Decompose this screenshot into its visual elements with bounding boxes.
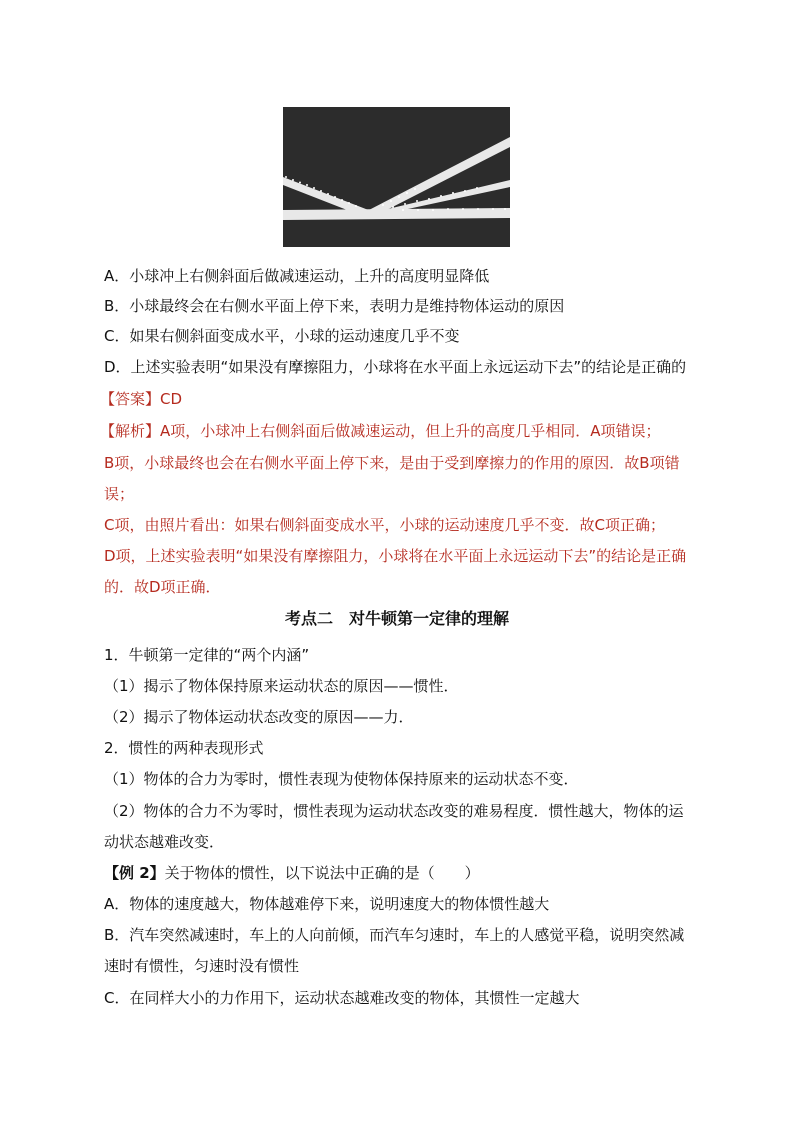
option-a: A．小球冲上右侧斜面后做减速运动，上升的高度明显降低 bbox=[104, 267, 490, 285]
body-line-6: （2）物体的合力不为零时，惯性表现为运动状态改变的难易程度．惯性越大，物体的运 bbox=[104, 802, 684, 820]
option-c: C．如果右侧斜面变成水平，小球的运动速度几乎不变 bbox=[104, 327, 460, 345]
body-line-1: 1．牛顿第一定律的“两个内涵” bbox=[104, 646, 310, 664]
analysis-line-6: 的．故D项正确． bbox=[104, 578, 221, 596]
analysis-line-5: D项，上述实验表明“如果没有摩擦阻力，小球将在水平面上永远运动下去”的结论是正确 bbox=[104, 547, 687, 565]
analysis-label: 【解析】 bbox=[100, 422, 161, 440]
example-stem-line bbox=[104, 863, 794, 883]
analysis-line-2: B项，小球最终也会在右侧水平面上停下来，是由于受到摩擦力的作用的原因．故B项错 bbox=[104, 454, 680, 472]
body-line-3: （2）揭示了物体运动状态改变的原因——力． bbox=[104, 708, 414, 726]
body-line-4: 2．惯性的两种表现形式 bbox=[104, 739, 264, 757]
ramp-experiment-photo bbox=[283, 107, 510, 247]
analysis-line-3: 误； bbox=[104, 485, 135, 503]
option-d: D．上述实验表明“如果没有摩擦阻力，小球将在水平面上永远运动下去”的结论是正确的 bbox=[104, 358, 687, 376]
example-option-b-cont: 速时有惯性，匀速时没有惯性 bbox=[104, 957, 300, 975]
option-b: B．小球最终会在右侧水平面上停下来，表明力是维持物体运动的原因 bbox=[104, 297, 565, 315]
example-stem: 关于物体的惯性，以下说法中正确的是（ ） bbox=[164, 864, 480, 882]
ramp-diagram bbox=[283, 107, 510, 247]
example-option-a: A．物体的速度越大，物体越难停下来，说明速度大的物体惯性越大 bbox=[104, 895, 550, 913]
answer-line bbox=[100, 389, 794, 409]
answer-label: 【答案】 bbox=[100, 390, 161, 408]
body-line-7: 动状态越难改变． bbox=[104, 833, 225, 851]
answer-value: CD bbox=[160, 390, 183, 408]
body-line-2: （1）揭示了物体保持原来运动状态的原因——惯性． bbox=[104, 677, 459, 695]
body-line-5: （1）物体的合力为零时，惯性表现为使物体保持原来的运动状态不变． bbox=[104, 770, 579, 788]
example-option-c: C．在同样大小的力作用下，运动状态越难改变的物体，其惯性一定越大 bbox=[104, 989, 580, 1007]
example-option-b: B．汽车突然减速时，车上的人向前倾，而汽车匀速时，车上的人感觉平稳，说明突然减 bbox=[104, 926, 685, 944]
section-title: 考点二 对牛顿第一定律的理解 bbox=[284, 609, 509, 628]
analysis-line-4: C项，由照片看出：如果右侧斜面变成水平，小球的运动速度几乎不变．故C项正确； bbox=[104, 516, 665, 534]
analysis-text-1: A项，小球冲上右侧斜面后做减速运动，但上升的高度几乎相同．A项错误； bbox=[160, 422, 661, 440]
example-label: 【例 2】 bbox=[104, 864, 165, 882]
analysis-line-1 bbox=[100, 421, 794, 441]
